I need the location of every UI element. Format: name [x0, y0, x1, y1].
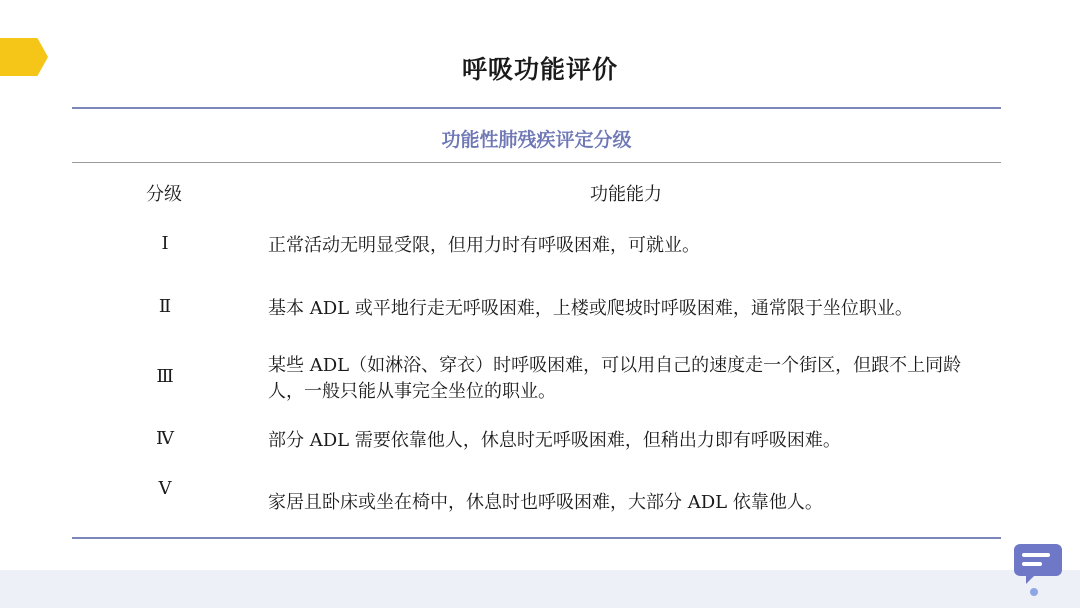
ability-cell: 家居且卧床或坐在椅中，休息时也呼吸困难，大部分 ADL 依靠他人。	[268, 492, 823, 513]
table-caption-divider	[72, 162, 1001, 163]
footer-band	[0, 570, 1080, 608]
table-top-rule	[72, 107, 1001, 109]
table-bottom-rule	[72, 537, 1001, 539]
ability-cell: 正常活动无明显受限，但用力时有呼吸困难，可就业。	[268, 235, 700, 256]
column-header-grade: 分级	[146, 184, 182, 205]
ability-cell: 某些 ADL（如淋浴、穿衣）时呼吸困难，可以用自己的速度走一个街区，但跟不上同龄人，一般只能从事完全坐位的职业。	[268, 355, 962, 402]
page-title: 呼吸功能评价	[461, 55, 618, 84]
chat-bubble-icon[interactable]	[1012, 540, 1064, 602]
grade-cell: Ⅳ	[156, 428, 174, 449]
grade-cell: Ⅴ	[158, 478, 172, 499]
grade-cell: Ⅰ	[161, 233, 169, 254]
ability-cell: 部分 ADL 需要依靠他人，休息时无呼吸困难，但稍出力即有呼吸困难。	[268, 430, 841, 451]
grade-cell: Ⅲ	[156, 366, 174, 387]
column-header-ability: 功能能力	[590, 184, 662, 205]
table-caption: 功能性肺残疾评定分级	[441, 129, 632, 151]
grade-cell: Ⅱ	[158, 296, 172, 317]
ability-cell: 基本 ADL 或平地行走无呼吸困难，上楼或爬坡时呼吸困难，通常限于坐位职业。	[268, 298, 913, 319]
